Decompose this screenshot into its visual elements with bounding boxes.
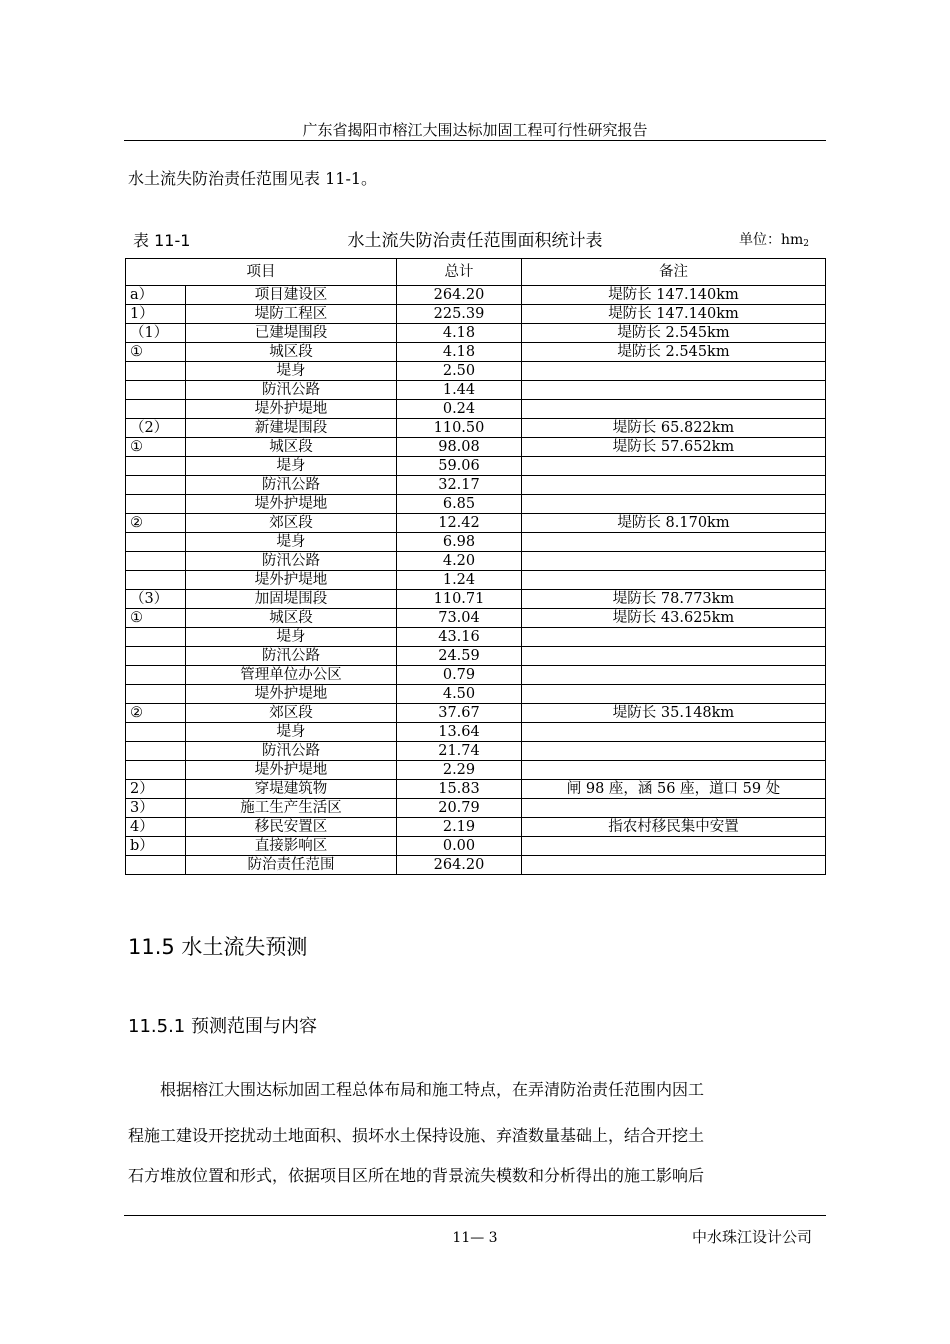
row-index-cell: ② [126, 514, 186, 533]
row-remark-cell: 堤防长 43.625km [522, 609, 826, 628]
row-total-cell: 110.71 [397, 590, 522, 609]
section-heading: 11.5 水土流失预测 [128, 935, 308, 959]
table-row [126, 286, 826, 305]
row-total-cell: 98.08 [397, 438, 522, 457]
row-index-cell [126, 457, 186, 476]
row-remark-cell: 堤防长 65.822km [522, 419, 826, 438]
header-item: 项目 [126, 259, 397, 286]
row-index-cell: 2） [126, 780, 186, 799]
row-total-cell: 24.59 [397, 647, 522, 666]
row-item-cell: 施工生产生活区 [186, 799, 397, 818]
table-row [126, 362, 826, 381]
row-item-cell: 堤外护堤地 [186, 571, 397, 590]
row-index-cell: ① [126, 609, 186, 628]
row-item-cell: 防汛公路 [186, 476, 397, 495]
row-total-cell: 4.18 [397, 324, 522, 343]
row-index-cell: 3） [126, 799, 186, 818]
row-total-cell: 0.00 [397, 837, 522, 856]
header-rule [124, 140, 826, 141]
row-total-cell: 4.50 [397, 685, 522, 704]
table-unit-power: 2 [803, 239, 810, 249]
table-body [126, 286, 826, 875]
table-row [126, 609, 826, 628]
row-item-cell: 堤身 [186, 628, 397, 647]
header-remark: 备注 [522, 259, 826, 286]
row-item-cell: 堤身 [186, 723, 397, 742]
row-total-cell: 4.20 [397, 552, 522, 571]
row-total-cell: 264.20 [397, 856, 522, 875]
row-item-cell: 新建堤围段 [186, 419, 397, 438]
row-remark-cell [522, 723, 826, 742]
row-remark-cell [522, 552, 826, 571]
table-row [126, 533, 826, 552]
table-row [126, 476, 826, 495]
table-row [126, 742, 826, 761]
row-item-cell: 城区段 [186, 609, 397, 628]
row-remark-cell [522, 666, 826, 685]
table-row [126, 647, 826, 666]
row-remark-cell [522, 837, 826, 856]
row-total-cell: 37.67 [397, 704, 522, 723]
row-remark-cell [522, 856, 826, 875]
paragraph-line: 石方堆放位置和形式，依据项目区所在地的背景流失模数和分析得出的施工影响后 [128, 1166, 705, 1185]
row-item-cell: 项目建设区 [186, 286, 397, 305]
row-item-cell: 移民安置区 [186, 818, 397, 837]
row-total-cell: 32.17 [397, 476, 522, 495]
table-row [126, 628, 826, 647]
row-index-cell: ① [126, 438, 186, 457]
row-total-cell: 43.16 [397, 628, 522, 647]
row-index-cell: ① [126, 343, 186, 362]
row-item-cell: 防汛公路 [186, 552, 397, 571]
row-index-cell [126, 742, 186, 761]
row-remark-cell: 堤防长 147.140km [522, 305, 826, 324]
row-index-cell [126, 628, 186, 647]
row-remark-cell [522, 571, 826, 590]
row-item-cell: 管理单位办公区 [186, 666, 397, 685]
row-total-cell: 15.83 [397, 780, 522, 799]
row-remark-cell [522, 628, 826, 647]
row-item-cell: 堤外护堤地 [186, 761, 397, 780]
row-total-cell: 2.19 [397, 818, 522, 837]
row-index-cell: a） [126, 286, 186, 305]
paragraph-line: 程施工建设开挖扰动土地面积、损坏水土保持设施、弃渣数量基础上，结合开挖土 [128, 1126, 705, 1145]
row-total-cell: 1.24 [397, 571, 522, 590]
row-remark-cell: 闸 98 座，涵 56 座，道口 59 处 [522, 780, 826, 799]
header-total: 总计 [397, 259, 522, 286]
table-row [126, 457, 826, 476]
row-index-cell: 1） [126, 305, 186, 324]
row-item-cell: 堤防工程区 [186, 305, 397, 324]
row-index-cell [126, 495, 186, 514]
table-row [126, 552, 826, 571]
row-total-cell: 264.20 [397, 286, 522, 305]
row-index-cell [126, 647, 186, 666]
responsibility-area-table [125, 258, 826, 875]
row-item-cell: 加固堤围段 [186, 590, 397, 609]
row-remark-cell [522, 476, 826, 495]
table-row [126, 343, 826, 362]
row-item-cell: 穿堤建筑物 [186, 780, 397, 799]
table-row [126, 837, 826, 856]
row-total-cell: 21.74 [397, 742, 522, 761]
row-index-cell [126, 362, 186, 381]
table-row [126, 818, 826, 837]
paragraph-line: 根据榕江大围达标加固工程总体布局和施工特点，在弄清防治责任范围内因工 [160, 1080, 705, 1099]
row-total-cell: 2.50 [397, 362, 522, 381]
row-remark-cell [522, 533, 826, 552]
row-item-cell: 城区段 [186, 438, 397, 457]
row-item-cell: 城区段 [186, 343, 397, 362]
row-total-cell: 6.85 [397, 495, 522, 514]
row-total-cell: 13.64 [397, 723, 522, 742]
table-number: 表 11-1 [133, 231, 191, 250]
row-remark-cell [522, 457, 826, 476]
row-remark-cell [522, 761, 826, 780]
table-row [126, 723, 826, 742]
row-item-cell: 堤身 [186, 533, 397, 552]
row-remark-cell [522, 685, 826, 704]
page-number: 11— 3 [452, 1230, 498, 1246]
row-index-cell: 4） [126, 818, 186, 837]
row-remark-cell [522, 400, 826, 419]
row-item-cell: 堤外护堤地 [186, 400, 397, 419]
row-remark-cell [522, 742, 826, 761]
table-unit-label: 单位：hm [739, 232, 804, 248]
table-row [126, 571, 826, 590]
row-item-cell: 防汛公路 [186, 647, 397, 666]
row-item-cell: 堤身 [186, 362, 397, 381]
row-total-cell: 225.39 [397, 305, 522, 324]
table-row [126, 495, 826, 514]
table-row [126, 324, 826, 343]
row-remark-cell [522, 799, 826, 818]
row-remark-cell: 堤防长 8.170km [522, 514, 826, 533]
row-total-cell: 6.98 [397, 533, 522, 552]
table-row [126, 704, 826, 723]
row-item-cell: 郊区段 [186, 514, 397, 533]
table-row [126, 305, 826, 324]
row-index-cell [126, 666, 186, 685]
subsection-heading: 11.5.1 预测范围与内容 [128, 1016, 317, 1037]
table-title: 水土流失防治责任范围面积统计表 [347, 231, 603, 251]
row-remark-cell: 堤防长 2.545km [522, 343, 826, 362]
row-item-cell: 直接影响区 [186, 837, 397, 856]
row-remark-cell [522, 381, 826, 400]
table-row [126, 799, 826, 818]
table-row [126, 590, 826, 609]
row-index-cell: b） [126, 837, 186, 856]
row-total-cell: 20.79 [397, 799, 522, 818]
row-index-cell [126, 400, 186, 419]
row-index-cell: （2） [126, 419, 186, 438]
row-index-cell [126, 381, 186, 400]
table-row [126, 419, 826, 438]
row-total-cell: 0.24 [397, 400, 522, 419]
row-remark-cell: 堤防长 35.148km [522, 704, 826, 723]
row-total-cell: 12.42 [397, 514, 522, 533]
row-item-cell: 防治责任范围 [186, 856, 397, 875]
table-row [126, 666, 826, 685]
row-index-cell [126, 552, 186, 571]
row-index-cell [126, 761, 186, 780]
table-row [126, 514, 826, 533]
row-index-cell [126, 533, 186, 552]
table-unit [739, 229, 809, 249]
row-item-cell: 防汛公路 [186, 381, 397, 400]
table-row [126, 856, 826, 875]
row-item-cell: 已建堤围段 [186, 324, 397, 343]
row-remark-cell [522, 647, 826, 666]
row-remark-cell: 堤防长 2.545km [522, 324, 826, 343]
row-index-cell: （1） [126, 324, 186, 343]
table-row [126, 400, 826, 419]
table-row [126, 438, 826, 457]
table-row [126, 685, 826, 704]
company-name: 中水珠江设计公司 [692, 1228, 813, 1246]
row-total-cell: 73.04 [397, 609, 522, 628]
table-row [126, 761, 826, 780]
row-remark-cell [522, 362, 826, 381]
row-item-cell: 郊区段 [186, 704, 397, 723]
row-index-cell [126, 476, 186, 495]
row-remark-cell: 堤防长 57.652km [522, 438, 826, 457]
intro-text: 水土流失防治责任范围见表 11-1。 [128, 169, 378, 188]
row-index-cell: （3） [126, 590, 186, 609]
footer-rule [124, 1215, 826, 1216]
row-index-cell: ② [126, 704, 186, 723]
row-item-cell: 堤外护堤地 [186, 495, 397, 514]
row-total-cell: 0.79 [397, 666, 522, 685]
row-remark-cell: 堤防长 147.140km [522, 286, 826, 305]
row-index-cell [126, 723, 186, 742]
row-index-cell [126, 685, 186, 704]
table-header-row [126, 259, 826, 286]
row-index-cell [126, 856, 186, 875]
row-item-cell: 堤身 [186, 457, 397, 476]
row-total-cell: 2.29 [397, 761, 522, 780]
row-item-cell: 堤外护堤地 [186, 685, 397, 704]
row-total-cell: 4.18 [397, 343, 522, 362]
running-header: 广东省揭阳市榕江大围达标加固工程可行性研究报告 [302, 121, 648, 139]
row-index-cell [126, 571, 186, 590]
row-total-cell: 59.06 [397, 457, 522, 476]
row-remark-cell: 堤防长 78.773km [522, 590, 826, 609]
row-total-cell: 110.50 [397, 419, 522, 438]
row-remark-cell: 指农村移民集中安置 [522, 818, 826, 837]
row-remark-cell [522, 495, 826, 514]
row-total-cell: 1.44 [397, 381, 522, 400]
table-row [126, 780, 826, 799]
row-item-cell: 防汛公路 [186, 742, 397, 761]
table-row [126, 381, 826, 400]
